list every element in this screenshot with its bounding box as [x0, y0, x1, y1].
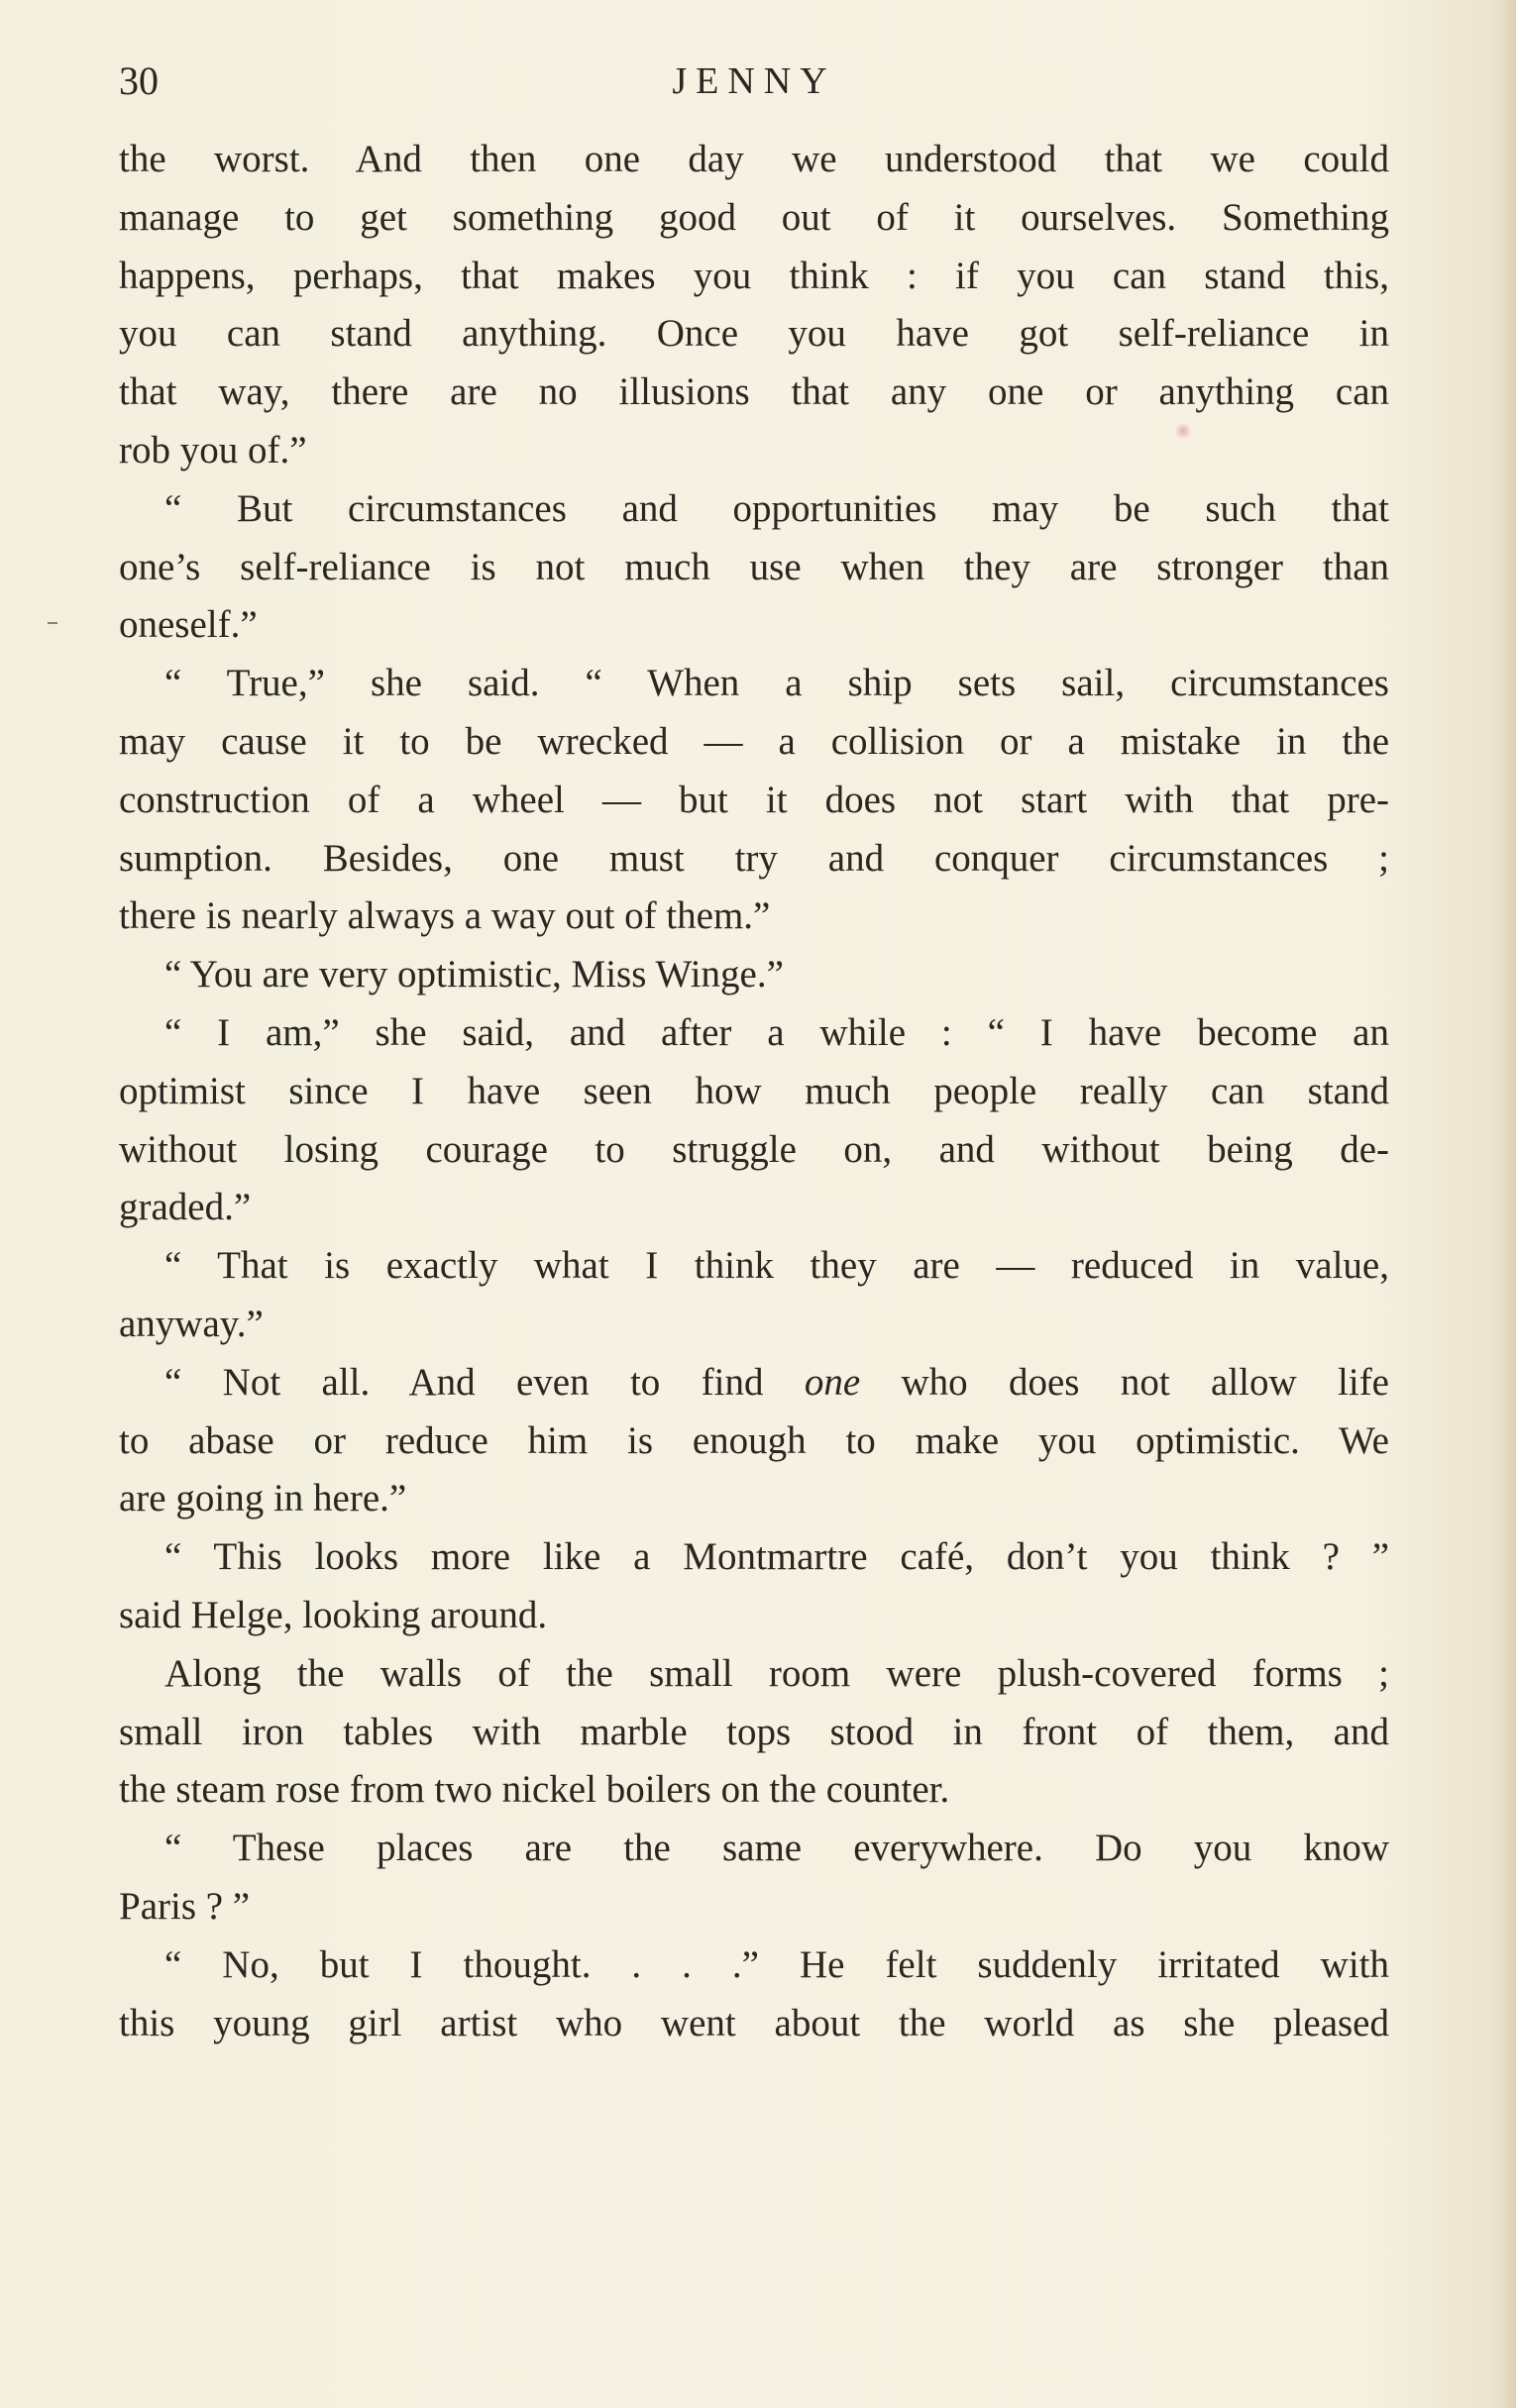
body-text: [119, 131, 1389, 2052]
text-line: sumption. Besides, one must try and conquer circumstances ;: [119, 836, 1389, 880]
text-line: “ True,” she said. “ When a ship sets sail, circumstances: [164, 662, 1389, 705]
text-segment: “ Not all. And even to find: [164, 1360, 805, 1404]
text-line: are going in here.”: [119, 1477, 407, 1520]
text-line: the steam rose from two nickel boilers on the counter.: [119, 1768, 950, 1812]
text-line: without losing courage to struggle on, and without being de-: [119, 1127, 1389, 1171]
page-edge: [1502, 0, 1516, 2408]
text-line: said Helge, looking around.: [119, 1593, 548, 1636]
text-line: small iron tables with marble tops stood in front of them, and: [119, 1710, 1389, 1753]
text-line: manage to get something good out of it ourselves. Something: [119, 195, 1389, 239]
italic-word: one: [804, 1360, 861, 1404]
text-line: rob you of.”: [119, 428, 307, 471]
text-line: the worst. And then one day we understood that we could: [119, 138, 1389, 180]
text-line: Along the walls of the small room were plush-covered forms ;: [164, 1651, 1389, 1695]
text-line: that way, there are no illusions that any one or anything can: [119, 370, 1389, 414]
running-title: JENNY: [672, 60, 836, 102]
page-header: [119, 53, 1389, 109]
text-line: to abase or reduce him is enough to make you optimistic. We: [119, 1418, 1389, 1462]
text-line: anyway.”: [119, 1302, 264, 1345]
text-line: “ These places are the same everywhere. Do you know: [164, 1827, 1389, 1870]
text-line: there is nearly always a way out of them.”: [119, 894, 771, 938]
page-number: 30: [119, 58, 159, 103]
text-line: this young girl artist who went about the world as she pleased: [119, 2001, 1389, 2044]
text-segment: who does not allow life: [860, 1360, 1389, 1404]
text-line: construction of a wheel — but it does not start with that pre-: [119, 778, 1389, 821]
text-line: “ You are very optimistic, Miss Winge.”: [164, 953, 784, 996]
text-line: may cause it to be wrecked — a collision or a mistake in the: [119, 719, 1389, 763]
text-line: “ This looks more like a Montmartre café, don’t you think ? ”: [164, 1535, 1389, 1579]
text-line: graded.”: [119, 1186, 252, 1229]
text-line: “ I am,” she said, and after a while : “ I have become an: [164, 1010, 1389, 1054]
text-line: one’s self-reliance is not much use when they are stronger than: [119, 545, 1389, 588]
text-line: “ But circumstances and opportunities may be such that: [164, 486, 1389, 530]
text-line: Paris ? ”: [119, 1884, 251, 1928]
text-line: optimist since I have seen how much people really can stand: [119, 1069, 1389, 1112]
text-line: “ No, but I thought. . . .” He felt suddenly irritated with: [164, 1942, 1389, 1986]
margin-mark: [48, 622, 57, 624]
text-line: oneself.”: [119, 603, 258, 647]
text-line: [119, 1354, 1389, 1413]
text-line: “ That is exactly what I think they are — reduced in value,: [164, 1244, 1389, 1288]
text-line: happens, perhaps, that makes you think : if you can stand this,: [119, 254, 1389, 297]
text-line: you can stand anything. Once you have got self-reliance in: [119, 312, 1389, 356]
